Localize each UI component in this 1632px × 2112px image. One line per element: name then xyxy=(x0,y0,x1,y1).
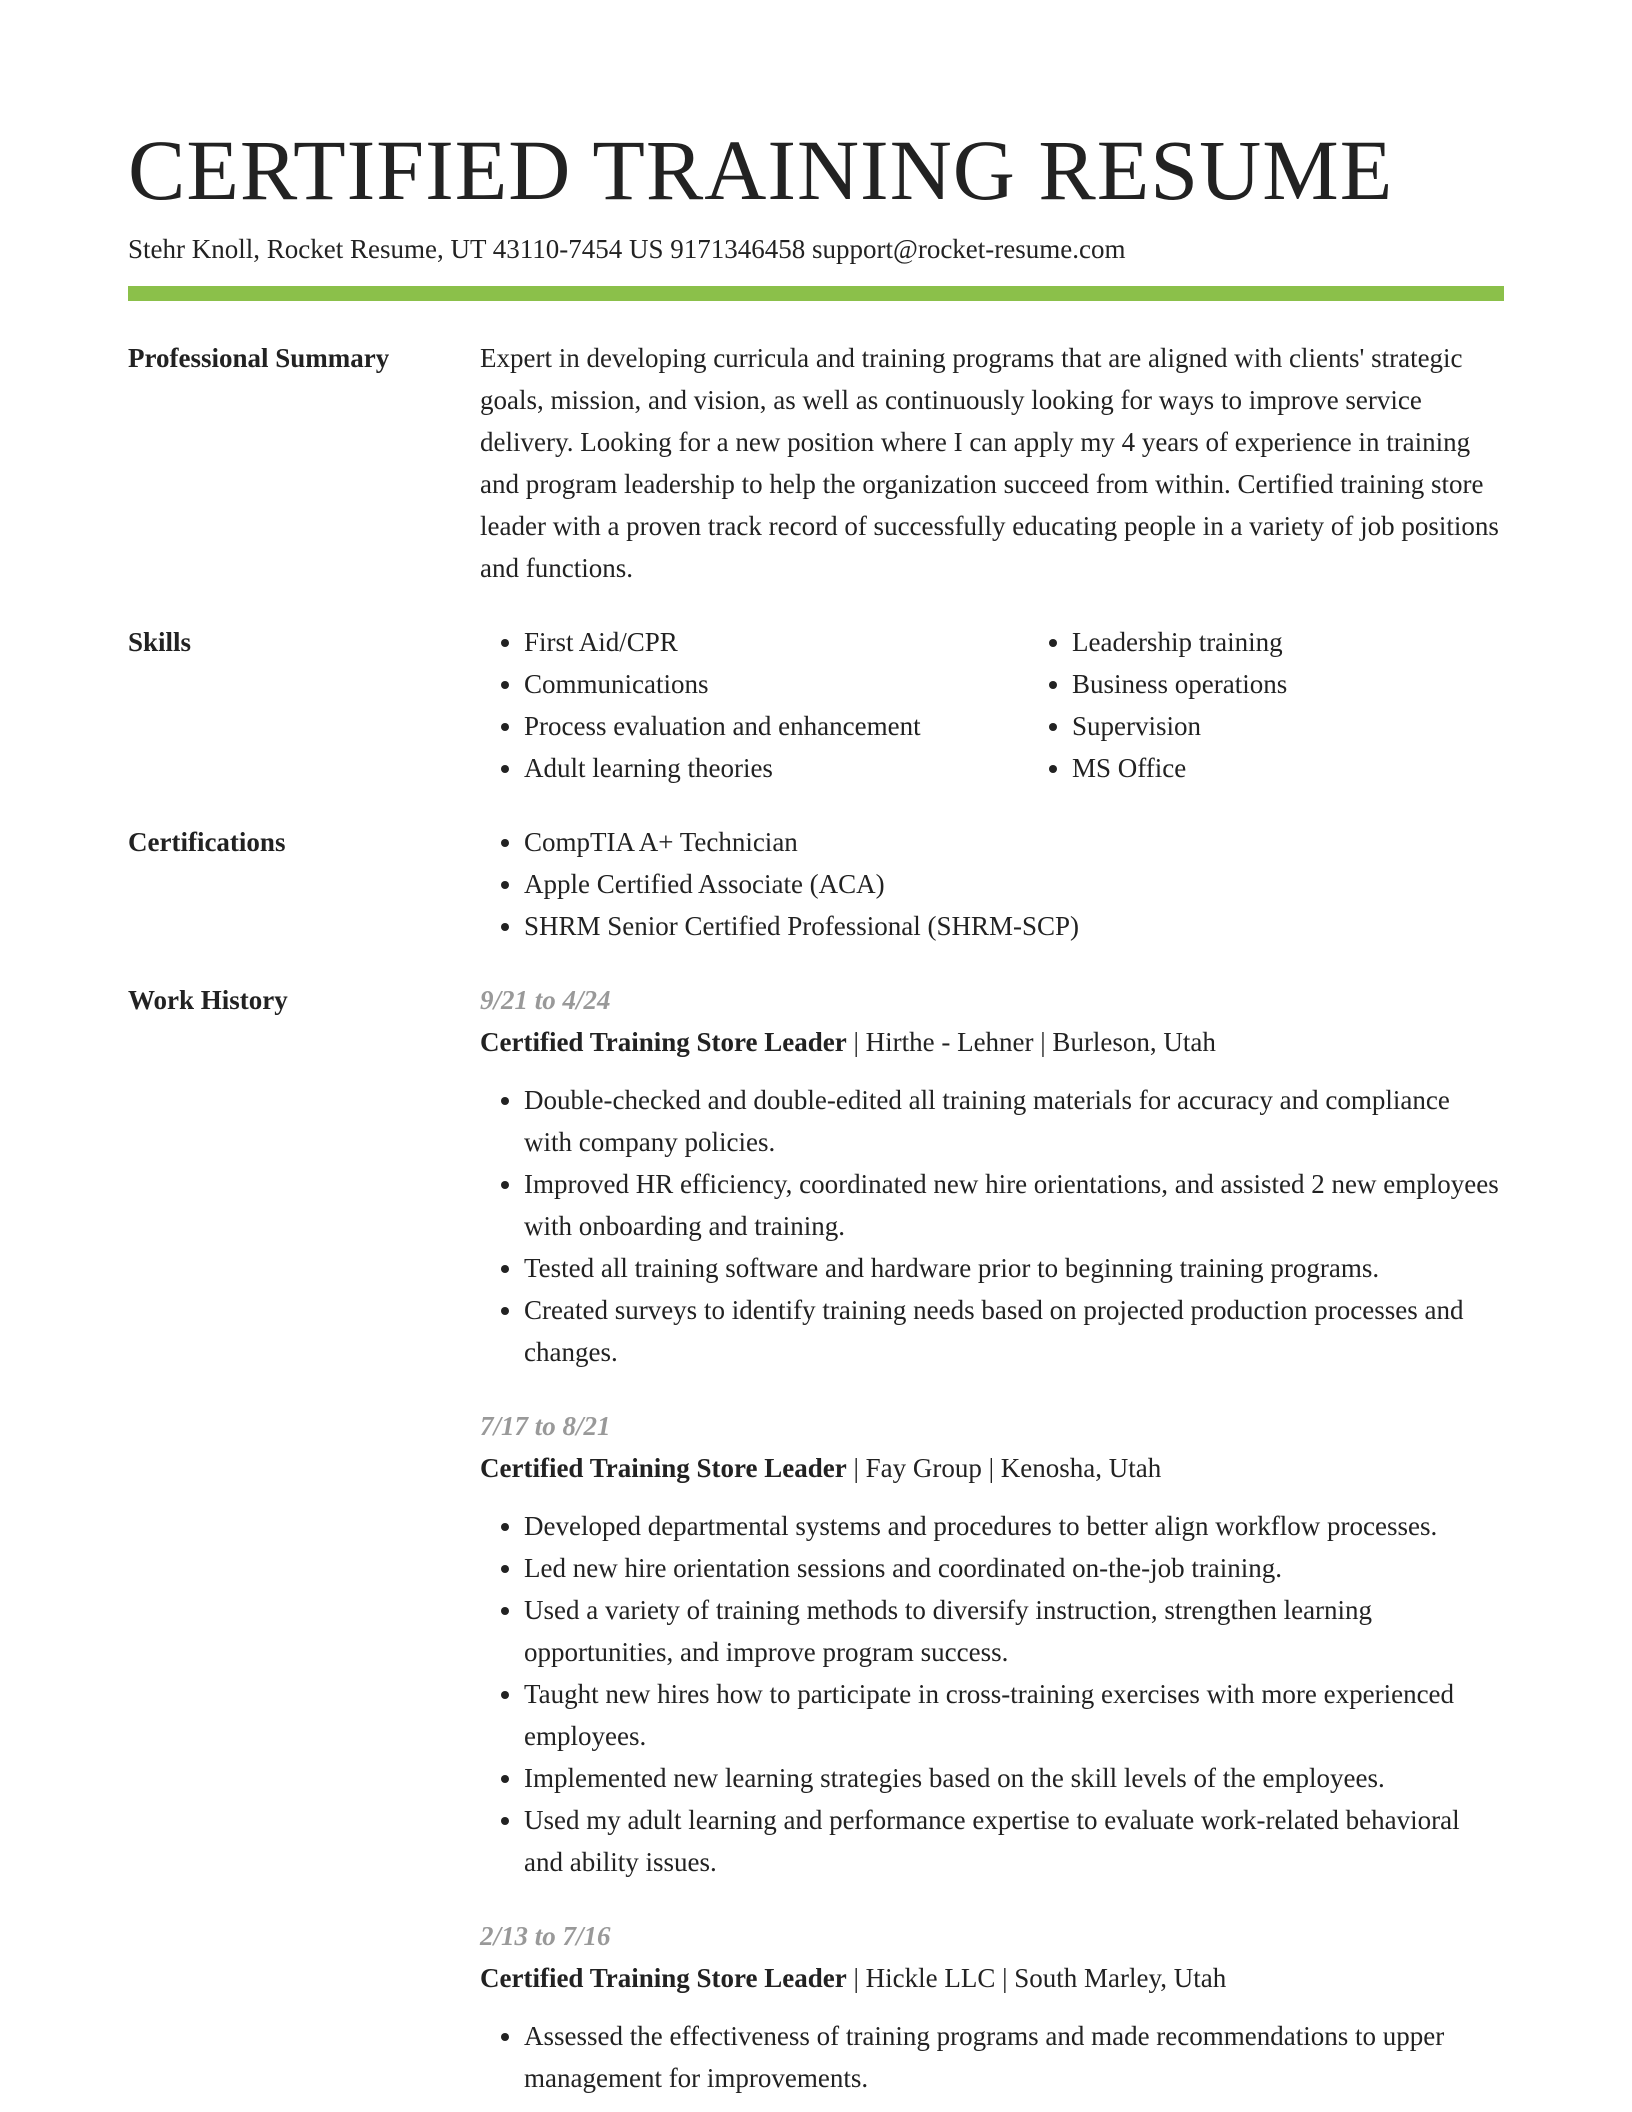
certifications-list xyxy=(480,821,1504,947)
certifications-section xyxy=(128,821,1504,947)
job-bullet: • Assessed the effectiveness of training programs and made recommendations to upper management for improvements. xyxy=(524,2015,1504,2099)
job-dates: 9/21 to 4/24 xyxy=(480,985,611,1015)
job-bullet: • Taught new hires how to participate in cross-training exercises with more experienced employees. xyxy=(524,1673,1504,1757)
work-history-label: Work History xyxy=(128,985,288,1015)
skill-item: • Supervision xyxy=(1072,705,1542,747)
job-heading xyxy=(480,1021,1504,1063)
contact-line: Stehr Knoll, Rocket Resume, UT 43110-7454 US 9171346458 support@rocket-resume.com xyxy=(128,234,1126,264)
job-bullet: • Tested all training software and hardware prior to beginning training programs. xyxy=(524,1247,1504,1289)
job-entry xyxy=(480,979,1504,1373)
work-history-section xyxy=(128,979,1504,2099)
job-title: Certified Training Store Leader xyxy=(480,1027,847,1057)
accent-divider xyxy=(128,286,1504,301)
job-heading xyxy=(480,1447,1504,1489)
skill-item: • Communications xyxy=(524,663,1028,705)
certifications-label: Certifications xyxy=(128,827,286,857)
skill-item: • Business operations xyxy=(1072,663,1542,705)
job-entry xyxy=(480,1915,1504,2099)
job-details: | Hickle LLC | South Marley, Utah xyxy=(846,1963,1227,1993)
skill-item: • Process evaluation and enhancement xyxy=(524,705,1028,747)
job-bullet: • Developed departmental systems and procedures to better align workflow processes. xyxy=(524,1505,1504,1547)
job-bullet: • Double-checked and double-edited all training materials for accuracy and compliance with company policies. xyxy=(524,1079,1504,1163)
job-bullet: • Improved HR efficiency, coordinated new hire orientations, and assisted 2 new employees with onboarding and training. xyxy=(524,1163,1504,1247)
summary-label: Professional Summary xyxy=(128,343,390,373)
job-title: Certified Training Store Leader xyxy=(480,1453,847,1483)
certification-item: • CompTIA A+ Technician xyxy=(524,821,1504,863)
skill-item: • Adult learning theories xyxy=(524,747,1028,789)
job-dates: 2/13 to 7/16 xyxy=(480,1921,611,1951)
job-bullet: • Created surveys to identify training needs based on projected production processes and changes. xyxy=(524,1289,1504,1373)
skills-section xyxy=(128,621,1504,789)
job-bullet: • Implemented new learning strategies based on the skill levels of the employees. xyxy=(524,1757,1504,1799)
skills-list-left xyxy=(480,621,1028,789)
resume-page xyxy=(128,0,1504,2099)
job-bullets xyxy=(480,2015,1504,2099)
job-dates: 7/17 to 8/21 xyxy=(480,1411,611,1441)
skills-list-right xyxy=(1028,621,1542,789)
skill-item: • Leadership training xyxy=(1072,621,1542,663)
job-details: | Hirthe - Lehner | Burleson, Utah xyxy=(846,1027,1216,1057)
certification-item: • SHRM Senior Certified Professional (SHRM-SCP) xyxy=(524,905,1504,947)
summary-section xyxy=(128,337,1504,589)
summary-text: Expert in developing curricula and training programs that are aligned with clients' strategic goals, mission, and vision, as well as continuously looking for ways to improve service delivery. Looking for a new position where I can apply my 4 years of experience in training and program leadership to help the organization succeed from within. Certified training store leader with a proven track record of successfully educating people in a variety of job positions and functions. xyxy=(480,343,1499,583)
skill-item: • MS Office xyxy=(1072,747,1542,789)
skills-label: Skills xyxy=(128,627,192,657)
job-bullet: • Used my adult learning and performance expertise to evaluate work-related behavioral and ability issues. xyxy=(524,1799,1504,1883)
job-title: Certified Training Store Leader xyxy=(480,1963,847,1993)
certification-item: • Apple Certified Associate (ACA) xyxy=(524,863,1504,905)
job-bullets xyxy=(480,1505,1504,1883)
job-details: | Fay Group | Kenosha, Utah xyxy=(846,1453,1162,1483)
job-heading xyxy=(480,1957,1504,1999)
job-entry xyxy=(480,1405,1504,1883)
job-bullet: • Led new hire orientation sessions and coordinated on-the-job training. xyxy=(524,1547,1504,1589)
skill-item: • First Aid/CPR xyxy=(524,621,1028,663)
job-bullet: • Used a variety of training methods to diversify instruction, strengthen learning opportunities, and improve program success. xyxy=(524,1589,1504,1673)
resume-title: CERTIFIED TRAINING RESUME xyxy=(128,122,1394,218)
job-bullets xyxy=(480,1079,1504,1373)
